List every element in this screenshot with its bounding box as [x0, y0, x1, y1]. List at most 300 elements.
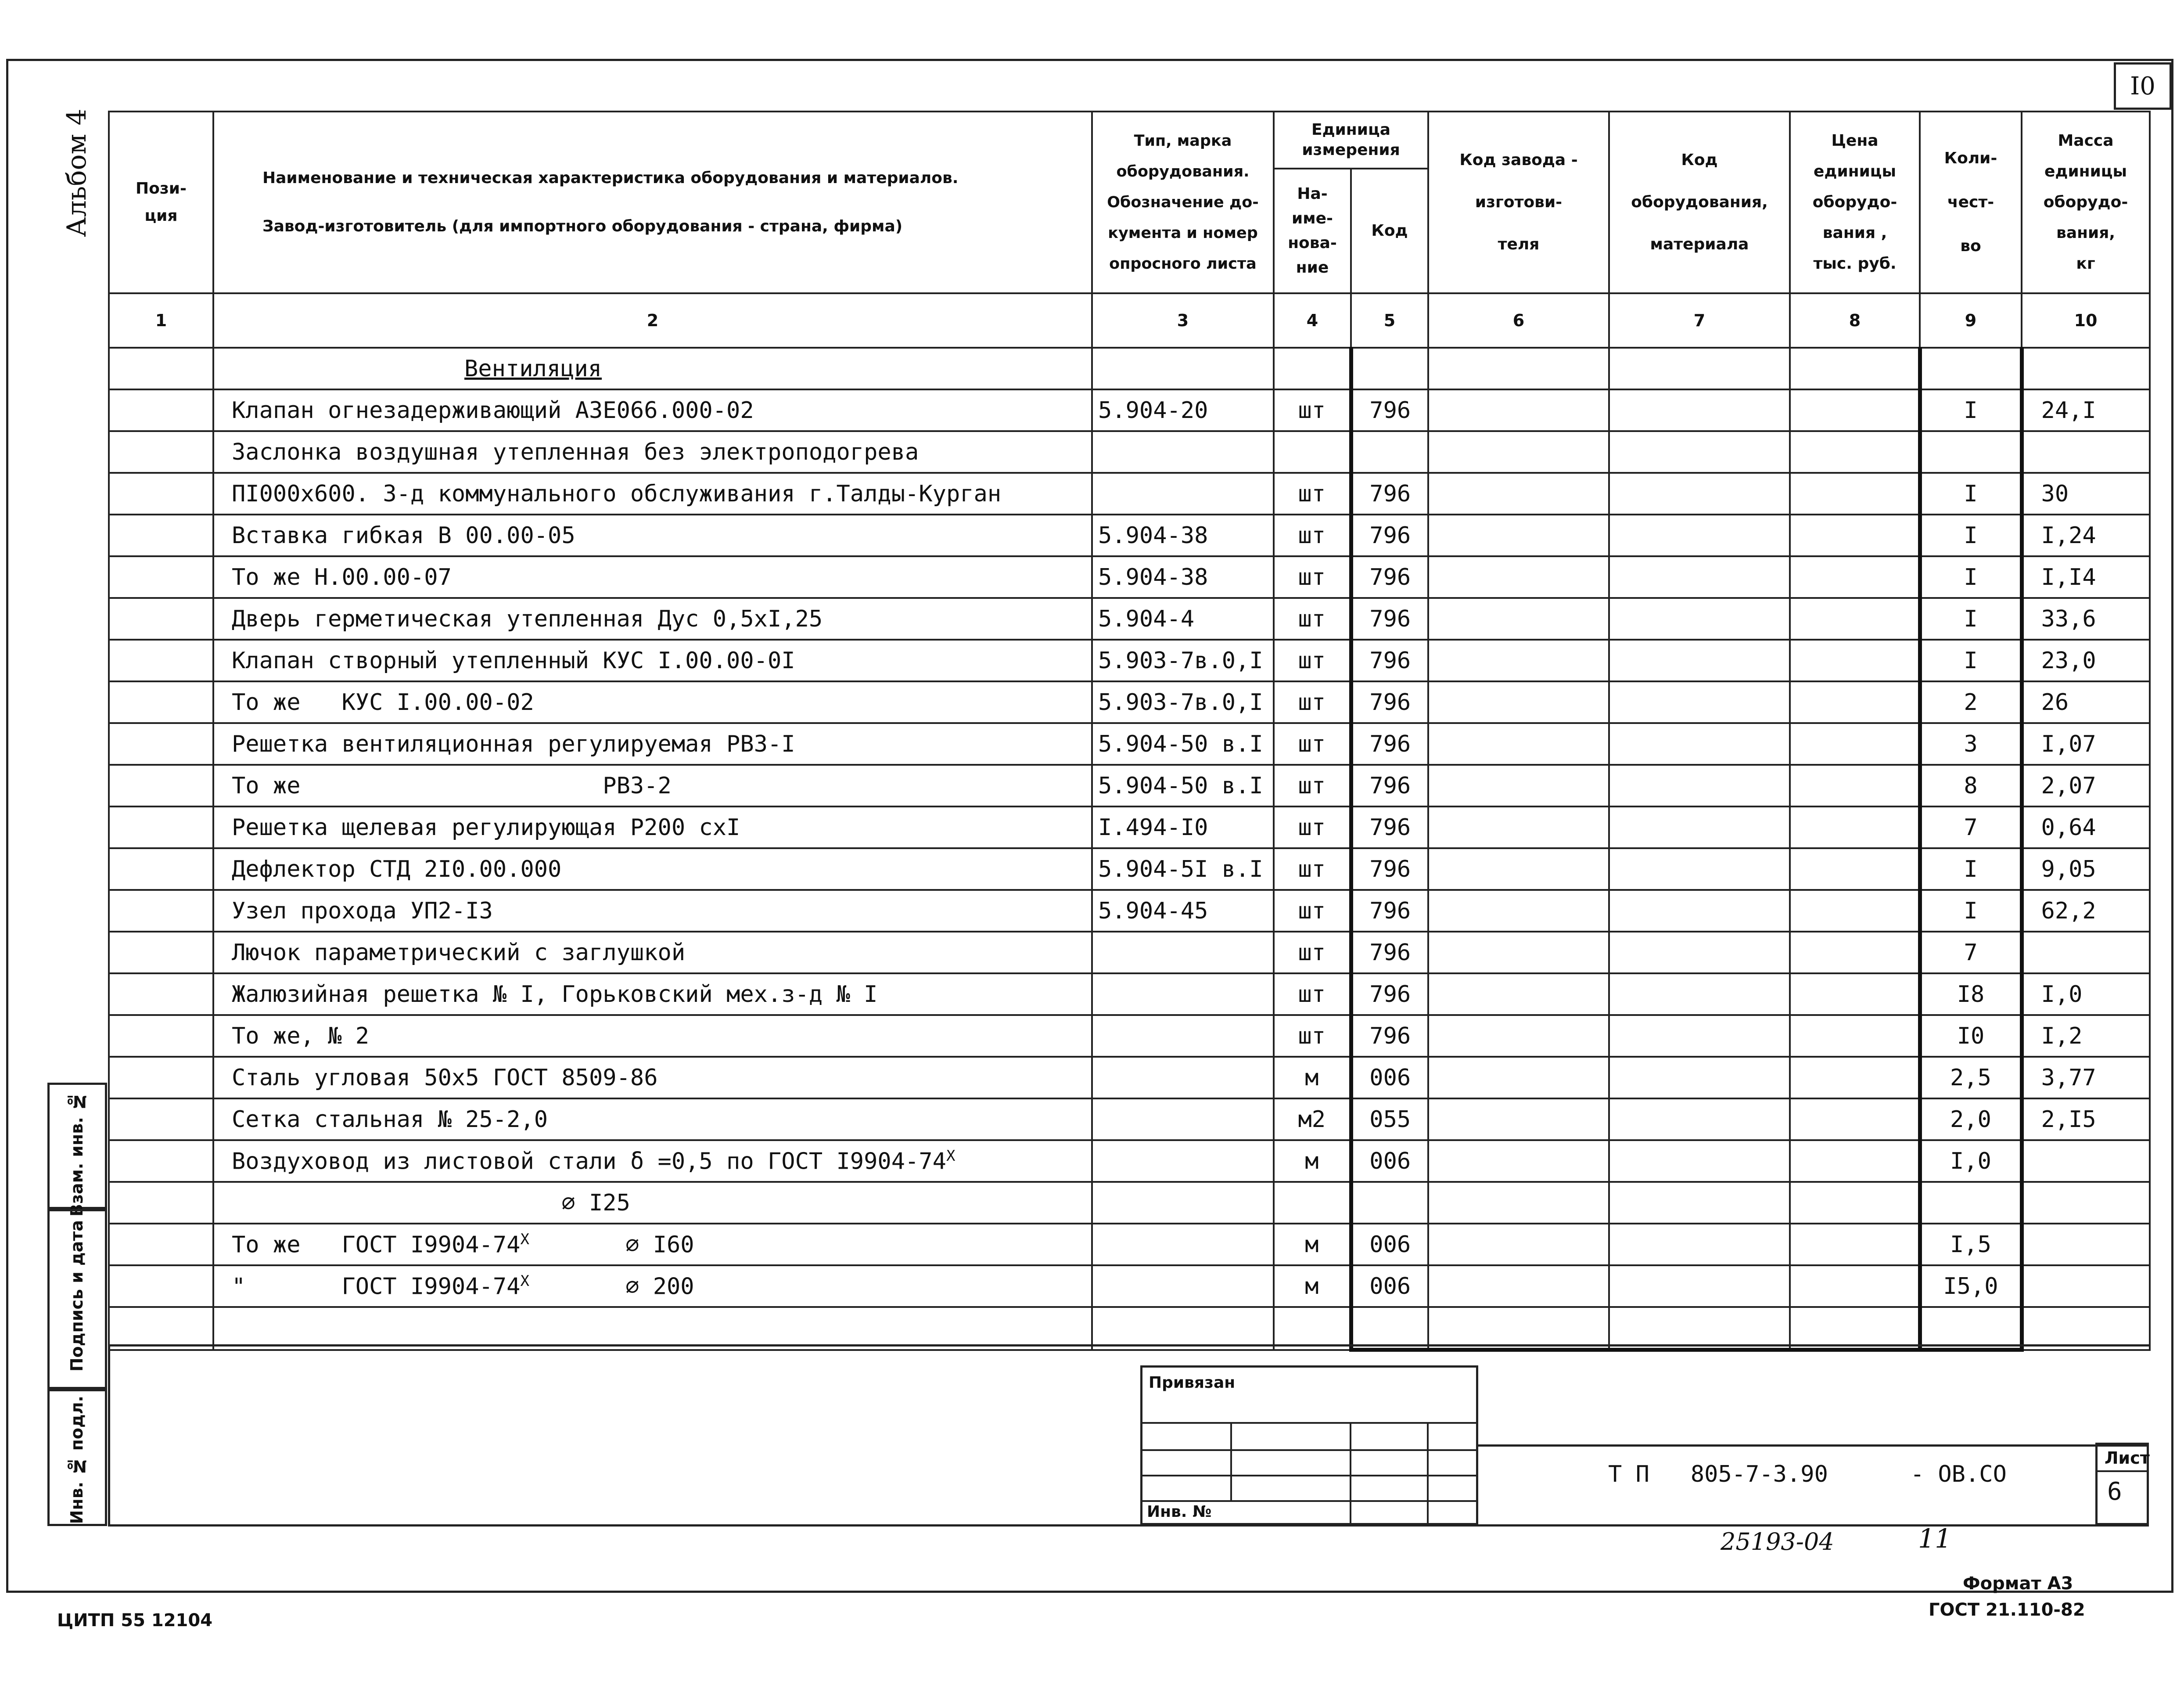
specification-table: [108, 111, 2151, 1352]
row-plant-code: [1428, 1182, 1609, 1224]
side-label-vzam: Взам. инв. №: [67, 1092, 86, 1217]
row-position: [109, 1182, 213, 1224]
side-box-podpis: [47, 1209, 107, 1389]
row-mass: [2022, 1182, 2150, 1224]
row-name: Клапан огнезадерживающий АЗЕ066.000-02: [213, 389, 1092, 431]
row-mass: 30: [2022, 473, 2150, 515]
row-unit-code: 796: [1351, 1015, 1428, 1057]
row-unit: [1274, 431, 1351, 473]
row-doc: [1092, 1057, 1274, 1098]
table-row: [109, 1098, 2150, 1140]
row-unit: шт: [1274, 890, 1351, 932]
row-price: [1790, 1015, 1920, 1057]
header-doc: Тип, марка оборудования. Обозначение до- кумента и номер опросного листа: [1092, 112, 1274, 293]
row-quantity: 2,0: [1920, 1098, 2022, 1140]
row-doc: [1092, 1098, 1274, 1140]
row-price: [1790, 806, 1920, 848]
side-label-inv-podl: Инв. № подл.: [67, 1396, 86, 1524]
row-quantity: I,5: [1920, 1224, 2022, 1265]
row-doc: 5.904-20: [1092, 389, 1274, 431]
bottom-band-left-border: [108, 1344, 110, 1526]
table-row: [109, 1140, 2150, 1182]
row-name: ∅ I25: [213, 1182, 1092, 1224]
row-name: " ГОСТ $I9904-74^X$ ∅ 200: [213, 1265, 1092, 1307]
row-price: [1790, 973, 1920, 1015]
row-quantity: I: [1920, 848, 2022, 890]
row-plant-code: [1428, 473, 1609, 515]
footer-citp: ЦИТП 55 12104: [57, 1610, 213, 1631]
row-equipment-code: [1609, 806, 1790, 848]
row-quantity: 2,5: [1920, 1057, 2022, 1098]
row-name: То же ГОСТ $I9904-74^X$ ∅ I60: [213, 1224, 1092, 1265]
row-name: Вставка гибкая В 00.00-05: [213, 515, 1092, 556]
footer-gost: ГОСТ 21.110-82: [1929, 1600, 2085, 1620]
row-doc: 5.903-7в.0,I: [1092, 681, 1274, 723]
header-unit-name: На- име- нова- ние: [1274, 169, 1351, 293]
row-unit-code: 796: [1351, 640, 1428, 681]
row-mass: [2022, 932, 2150, 973]
row-plant-code: [1428, 515, 1609, 556]
row-unit: шт: [1274, 1015, 1351, 1057]
row-unit: шт: [1274, 473, 1351, 515]
row-unit-code: 796: [1351, 723, 1428, 765]
side-box-inv-podl: [47, 1389, 107, 1526]
row-position: [109, 848, 213, 890]
row-name: То же, № 2: [213, 1015, 1092, 1057]
row-equipment-code: [1609, 1015, 1790, 1057]
row-price: [1790, 1140, 1920, 1182]
row-equipment-code: [1609, 640, 1790, 681]
row-position: [109, 1015, 213, 1057]
row-unit: шт: [1274, 806, 1351, 848]
stamp-line-1: [1142, 1422, 1476, 1424]
diameter-label: ∅ I60: [529, 1231, 694, 1258]
header-plant-code: Код завода - изготови- теля: [1428, 112, 1609, 293]
row-quantity: I: [1920, 515, 2022, 556]
header-position: Пози- ция: [109, 112, 213, 293]
row-unit: шт: [1274, 598, 1351, 640]
row-quantity: I: [1920, 556, 2022, 598]
row-name: То же КУС I.00.00-02: [213, 681, 1092, 723]
gost-superscript: X: [520, 1272, 529, 1290]
row-unit-code: 796: [1351, 681, 1428, 723]
row-mass: I,I4: [2022, 556, 2150, 598]
row-name: То же РВЗ-2: [213, 765, 1092, 806]
handwritten-number: 25193-04: [1721, 1528, 1834, 1555]
row-position: [109, 556, 213, 598]
row-quantity: I: [1920, 640, 2022, 681]
title-block-top-line: [1478, 1444, 2149, 1447]
row-unit-code: 796: [1351, 765, 1428, 806]
row-equipment-code: [1609, 1140, 1790, 1182]
row-name: Клапан створный утепленный КУС I.00.00-0I: [213, 640, 1092, 681]
table-row: [109, 1015, 2150, 1057]
row-name: Решетка вентиляционная регулируемая РВЗ-I: [213, 723, 1092, 765]
row-plant-code: [1428, 681, 1609, 723]
sheet-divider: [2098, 1470, 2147, 1472]
row-doc: I.494-I0: [1092, 806, 1274, 848]
row-price: [1790, 848, 1920, 890]
row-name: Лючок параметрический с заглушкой: [213, 932, 1092, 973]
row-position: [109, 389, 213, 431]
row-plant-code: [1428, 556, 1609, 598]
table-row: [109, 1224, 2150, 1265]
sheet-label: Лист: [2105, 1448, 2150, 1468]
row-unit-code: 006: [1351, 1140, 1428, 1182]
table-row: [109, 973, 2150, 1015]
row-price: [1790, 556, 1920, 598]
row-position: [109, 515, 213, 556]
row-unit-code: 796: [1351, 556, 1428, 598]
row-quantity: I: [1920, 473, 2022, 515]
table-row: [109, 598, 2150, 640]
stamp-line-2: [1142, 1449, 1476, 1451]
row-price: [1790, 515, 1920, 556]
row-unit: м: [1274, 1224, 1351, 1265]
sheet-box: [2095, 1443, 2149, 1525]
row-doc: 5.904-50 в.I: [1092, 765, 1274, 806]
row-mass: [2022, 1265, 2150, 1307]
row-equipment-code: [1609, 1182, 1790, 1224]
gost-superscript: X: [520, 1231, 529, 1249]
row-equipment-code: [1609, 431, 1790, 473]
row-mass: 2,07: [2022, 765, 2150, 806]
row-unit: шт: [1274, 723, 1351, 765]
row-doc: 5.904-4: [1092, 598, 1274, 640]
header-unit-code: Код: [1351, 169, 1428, 293]
row-quantity: 7: [1920, 806, 2022, 848]
row-unit: м: [1274, 1265, 1351, 1307]
row-price: [1790, 640, 1920, 681]
row-doc: [1092, 431, 1274, 473]
row-doc: 5.903-7в.0,I: [1092, 640, 1274, 681]
row-unit: [1274, 1307, 1351, 1350]
row-equipment-code: [1609, 473, 1790, 515]
row-quantity: I: [1920, 598, 2022, 640]
row-plant-code: [1428, 431, 1609, 473]
row-unit-code: 796: [1351, 806, 1428, 848]
row-mass: 62,2: [2022, 890, 2150, 932]
row-unit-code: 796: [1351, 890, 1428, 932]
row-name: Решетка щелевая регулирующая Р200 схI: [213, 806, 1092, 848]
row-unit-code: [1351, 431, 1428, 473]
header-price: Цена единицы оборудо- вания , тыс. руб.: [1790, 112, 1920, 293]
row-unit-code: 006: [1351, 1224, 1428, 1265]
row-unit-code: 796: [1351, 932, 1428, 973]
row-unit: [1274, 1182, 1351, 1224]
table-row: [109, 723, 2150, 765]
row-plant-code: [1428, 1098, 1609, 1140]
row-mass: 9,05: [2022, 848, 2150, 890]
row-doc: 5.904-50 в.I: [1092, 723, 1274, 765]
row-mass: I,07: [2022, 723, 2150, 765]
row-position: [109, 1057, 213, 1098]
row-unit: шт: [1274, 973, 1351, 1015]
row-plant-code: [1428, 1224, 1609, 1265]
table-row: [109, 1182, 2150, 1224]
stamp-vline-3: [1427, 1422, 1429, 1526]
row-price: [1790, 1098, 1920, 1140]
row-quantity: 2: [1920, 681, 2022, 723]
sheet-number: 6: [2107, 1477, 2122, 1506]
row-equipment-code: [1609, 932, 1790, 973]
row-position: [109, 890, 213, 932]
row-name: Дефлектор СТД 2I0.00.000: [213, 848, 1092, 890]
row-position: [109, 1224, 213, 1265]
row-doc: [1092, 973, 1274, 1015]
table-row: [109, 765, 2150, 806]
table-row: [109, 515, 2150, 556]
row-price: [1790, 723, 1920, 765]
row-doc: [1092, 932, 1274, 973]
row-unit: шт: [1274, 389, 1351, 431]
row-quantity: I0: [1920, 1015, 2022, 1057]
row-mass: I,2: [2022, 1015, 2150, 1057]
row-plant-code: [1428, 848, 1609, 890]
row-plant-code: [1428, 1265, 1609, 1307]
row-price: [1790, 473, 1920, 515]
row-mass: [2022, 431, 2150, 473]
row-equipment-code: [1609, 723, 1790, 765]
row-unit: шт: [1274, 640, 1351, 681]
table-row: [109, 681, 2150, 723]
table-row: [109, 806, 2150, 848]
row-doc: [1092, 1307, 1274, 1350]
row-plant-code: [1428, 723, 1609, 765]
row-unit-code: 796: [1351, 973, 1428, 1015]
row-mass: 24,I: [2022, 389, 2150, 431]
row-plant-code: [1428, 932, 1609, 973]
row-plant-code: [1428, 389, 1609, 431]
row-doc: [1092, 1015, 1274, 1057]
table-row: [109, 848, 2150, 890]
row-equipment-code: [1609, 1057, 1790, 1098]
row-price: [1790, 932, 1920, 973]
row-position: [109, 598, 213, 640]
handwritten-page: 11: [1918, 1523, 1952, 1554]
row-doc: [1092, 1140, 1274, 1182]
row-doc: [1092, 473, 1274, 515]
row-position: [109, 431, 213, 473]
row-mass: 33,6: [2022, 598, 2150, 640]
row-plant-code: [1428, 806, 1609, 848]
row-mass: 3,77: [2022, 1057, 2150, 1098]
row-mass: I,24: [2022, 515, 2150, 556]
row-price: [1790, 598, 1920, 640]
header-unit-group: Единица измерения: [1274, 112, 1428, 169]
row-plant-code: [1428, 1057, 1609, 1098]
row-position: [109, 765, 213, 806]
row-quantity: I: [1920, 890, 2022, 932]
row-unit-code: 796: [1351, 473, 1428, 515]
row-quantity: [1920, 1307, 2022, 1350]
side-box-vzam: [47, 1083, 107, 1217]
row-price: [1790, 431, 1920, 473]
row-doc: 5.904-5I в.I: [1092, 848, 1274, 890]
row-price: [1790, 389, 1920, 431]
row-price: [1790, 1265, 1920, 1307]
row-unit-code: [1351, 1307, 1428, 1350]
row-plant-code: [1428, 973, 1609, 1015]
row-name: Воздуховод из листовой стали δ =0,5 по ГОСТ $I9904-74^X$: [213, 1140, 1092, 1182]
row-price: [1790, 765, 1920, 806]
row-name: ПI000х600. З-д коммунального обслуживания г.Талды-Курган: [213, 473, 1092, 515]
row-name: Сталь угловая 50х5 ГОСТ 8509-86: [213, 1057, 1092, 1098]
row-quantity: 8: [1920, 765, 2022, 806]
table-row: [109, 431, 2150, 473]
row-mass: 2,I5: [2022, 1098, 2150, 1140]
table-row: [109, 932, 2150, 973]
gost-superscript: X: [946, 1147, 956, 1165]
row-doc: 5.904-38: [1092, 556, 1274, 598]
row-equipment-code: [1609, 973, 1790, 1015]
row-position: [109, 1098, 213, 1140]
table-row: [109, 640, 2150, 681]
row-position: [109, 681, 213, 723]
row-equipment-code: [1609, 556, 1790, 598]
row-quantity: I,0: [1920, 1140, 2022, 1182]
row-name: Узел прохода УП2-I3: [213, 890, 1092, 932]
table-row: [109, 1057, 2150, 1098]
row-position: [109, 973, 213, 1015]
section-title: Вентиляция: [464, 355, 602, 382]
album-label: Альбом 4: [61, 108, 92, 237]
row-equipment-code: [1609, 890, 1790, 932]
side-label-podpis: Подпись и дата: [67, 1220, 86, 1372]
table-row: [109, 1265, 2150, 1307]
row-position: [109, 1307, 213, 1350]
privyazan-label: Привязан: [1149, 1374, 1236, 1392]
table-row: [109, 1307, 2150, 1350]
row-position: [109, 473, 213, 515]
row-mass: [2022, 1224, 2150, 1265]
row-equipment-code: [1609, 515, 1790, 556]
row-unit-code: [1351, 1182, 1428, 1224]
row-plant-code: [1428, 1140, 1609, 1182]
row-equipment-code: [1609, 1265, 1790, 1307]
row-quantity: [1920, 1182, 2022, 1224]
row-name: Заслонка воздушная утепленная без электроподогрева: [213, 431, 1092, 473]
stamp-inv-label: Инв. №: [1147, 1503, 1212, 1521]
table-row: [109, 473, 2150, 515]
row-unit: м2: [1274, 1098, 1351, 1140]
sheet-corner-number: I0: [2114, 62, 2172, 110]
row-plant-code: [1428, 640, 1609, 681]
row-mass: I,0: [2022, 973, 2150, 1015]
row-position: [109, 723, 213, 765]
row-name: Сетка стальная № 25-2,0: [213, 1098, 1092, 1140]
row-unit: шт: [1274, 932, 1351, 973]
row-unit-code: 055: [1351, 1098, 1428, 1140]
row-price: [1790, 1057, 1920, 1098]
row-plant-code: [1428, 765, 1609, 806]
row-equipment-code: [1609, 681, 1790, 723]
row-mass: 23,0: [2022, 640, 2150, 681]
row-unit: шт: [1274, 848, 1351, 890]
row-doc: [1092, 1265, 1274, 1307]
stamp-vline-2: [1350, 1422, 1351, 1526]
row-price: [1790, 1307, 1920, 1350]
stamp-line-4: [1142, 1500, 1476, 1502]
bottom-band-line: [108, 1344, 2149, 1347]
row-mass: [2022, 1140, 2150, 1182]
row-doc: [1092, 1182, 1274, 1224]
row-price: [1790, 1224, 1920, 1265]
row-mass: 0,64: [2022, 806, 2150, 848]
row-unit-code: 006: [1351, 1265, 1428, 1307]
privyazan-stamp: [1140, 1365, 1478, 1525]
column-numbers-row: 1 2 3 4 5 6 7 8 9 10: [109, 293, 2150, 348]
row-equipment-code: [1609, 1224, 1790, 1265]
row-unit-code: 006: [1351, 1057, 1428, 1098]
row-equipment-code: [1609, 1098, 1790, 1140]
table-row: [109, 556, 2150, 598]
row-position: [109, 1140, 213, 1182]
row-position: [109, 932, 213, 973]
header-mass: Масса единицы оборудо- вания, кг: [2022, 112, 2150, 293]
row-position: [109, 1265, 213, 1307]
row-doc: 5.904-38: [1092, 515, 1274, 556]
row-mass: 26: [2022, 681, 2150, 723]
row-plant-code: [1428, 890, 1609, 932]
footer-format: Формат А3: [1963, 1573, 2073, 1594]
diameter-label: ∅ 200: [529, 1273, 694, 1300]
row-position: [109, 640, 213, 681]
row-unit: м: [1274, 1057, 1351, 1098]
row-plant-code: [1428, 1307, 1609, 1350]
row-name: Дверь герметическая утепленная Дус 0,5хI,25: [213, 598, 1092, 640]
row-equipment-code: [1609, 848, 1790, 890]
table-row: [109, 389, 2150, 431]
row-quantity: 3: [1920, 723, 2022, 765]
row-quantity: 7: [1920, 932, 2022, 973]
row-position: [109, 806, 213, 848]
row-price: [1790, 890, 1920, 932]
row-unit-code: 796: [1351, 598, 1428, 640]
header-name: Наименование и техническая характеристика оборудования и материалов. Завод-изготовитель (для импортного оборудования - страна, фирма): [213, 112, 1092, 293]
stamp-vline-1: [1230, 1422, 1232, 1500]
row-price: [1790, 681, 1920, 723]
header-equipment-code: Код оборудования, материала: [1609, 112, 1790, 293]
row-unit-code: 796: [1351, 848, 1428, 890]
row-mass: [2022, 1307, 2150, 1350]
row-equipment-code: [1609, 389, 1790, 431]
row-equipment-code: [1609, 598, 1790, 640]
row-unit-code: 796: [1351, 515, 1428, 556]
header-quantity: Коли- чест- во: [1920, 112, 2022, 293]
row-unit: шт: [1274, 681, 1351, 723]
section-title-row: [109, 348, 2150, 389]
row-quantity: [1920, 431, 2022, 473]
row-name: То же Н.00.00-07: [213, 556, 1092, 598]
stamp-line-3: [1142, 1475, 1476, 1476]
row-quantity: I: [1920, 389, 2022, 431]
document-designation: Т П 805-7-3.90 - ОВ.СО: [1608, 1461, 2007, 1487]
row-doc: [1092, 1224, 1274, 1265]
row-unit-code: 796: [1351, 389, 1428, 431]
row-unit: м: [1274, 1140, 1351, 1182]
table-row: [109, 890, 2150, 932]
bottom-band-bottom-border: [108, 1524, 2149, 1527]
row-plant-code: [1428, 598, 1609, 640]
row-name: [213, 1307, 1092, 1350]
row-quantity: I8: [1920, 973, 2022, 1015]
row-equipment-code: [1609, 1307, 1790, 1350]
row-quantity: I5,0: [1920, 1265, 2022, 1307]
row-unit: шт: [1274, 556, 1351, 598]
row-doc: 5.904-45: [1092, 890, 1274, 932]
row-equipment-code: [1609, 765, 1790, 806]
